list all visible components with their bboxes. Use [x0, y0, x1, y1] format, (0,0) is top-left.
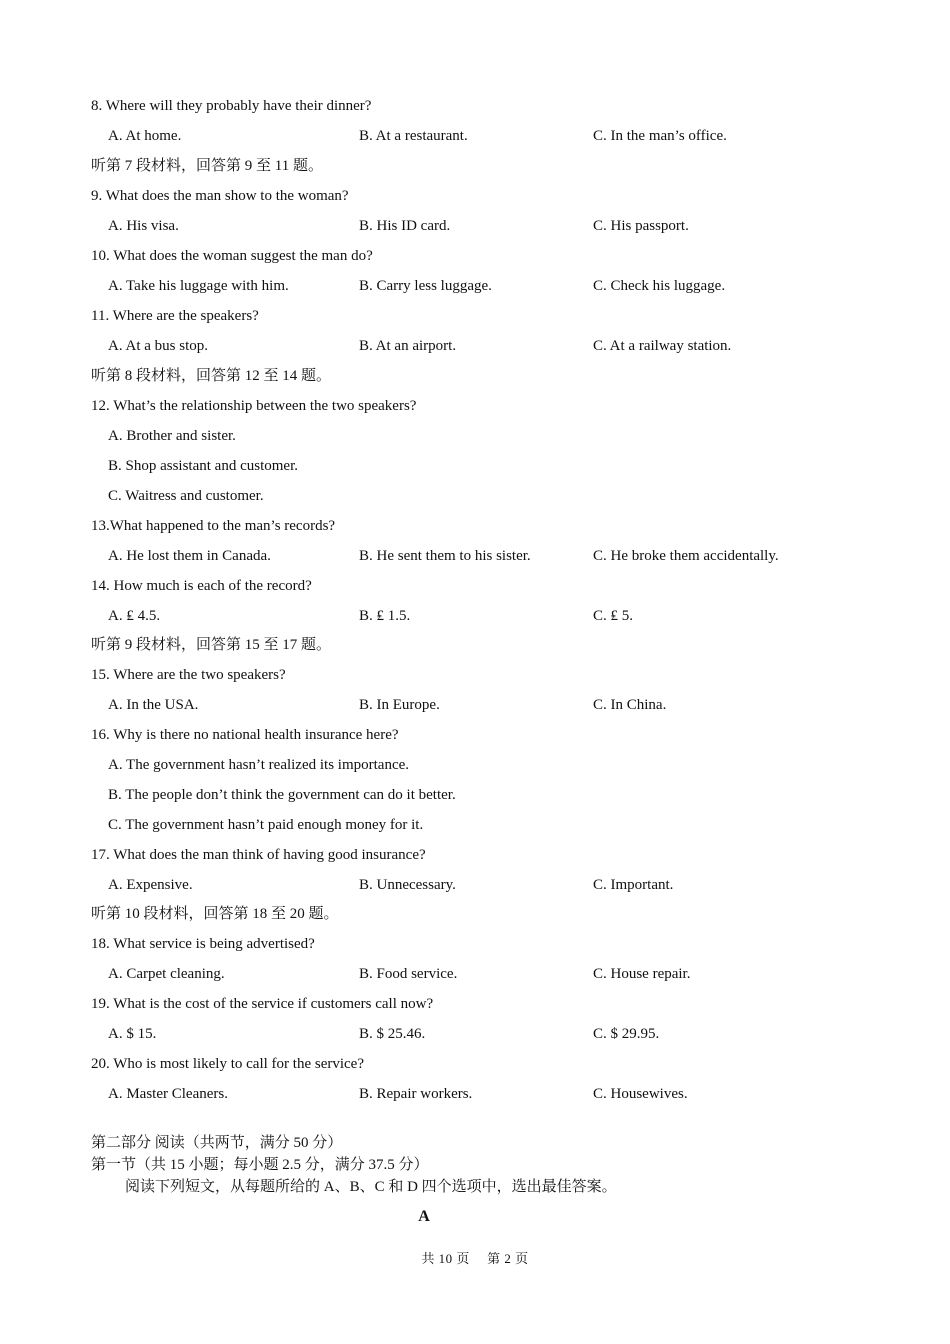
question-16-option-c: C. The government hasn’t paid enough money for it. [108, 817, 424, 833]
question-19-option-c: C. $ 29.95. [593, 1026, 660, 1042]
question-15-option-a: A. In the USA. [108, 697, 199, 713]
question-10-option-c: C. Check his luggage. [593, 278, 726, 294]
section-2-title: 第二部分 阅读（共两节，满分 50 分） [91, 1135, 343, 1151]
instruction-passage-7: 听第 7 段材料，回答第 9 至 11 题。 [91, 158, 323, 174]
question-15-stem: 15. Where are the two speakers? [91, 667, 286, 683]
question-20-option-c: C. Housewives. [593, 1086, 688, 1102]
question-13-option-b: B. He sent them to his sister. [359, 548, 531, 564]
question-10-stem: 10. What does the woman suggest the man do? [91, 248, 373, 264]
question-13-option-a: A. He lost them in Canada. [108, 548, 271, 564]
question-10-option-a: A. Take his luggage with him. [108, 278, 289, 294]
question-19-stem: 19. What is the cost of the service if customers call now? [91, 996, 434, 1012]
question-11-option-a: A. At a bus stop. [108, 338, 209, 354]
question-20-option-a: A. Master Cleaners. [108, 1086, 228, 1102]
question-11-option-b: B. At an airport. [359, 338, 457, 354]
question-14-option-c: C. ₤ 5. [593, 608, 634, 624]
question-20-stem: 20. Who is most likely to call for the service? [91, 1056, 364, 1072]
question-18-option-a: A. Carpet cleaning. [108, 966, 225, 982]
instruction-passage-8: 听第 8 段材料，回答第 12 至 14 题。 [91, 368, 332, 384]
question-8-option-c: C. In the man’s office. [593, 128, 727, 144]
question-17-option-c: C. Important. [593, 877, 674, 893]
question-17-option-b: B. Unnecessary. [359, 877, 456, 893]
question-8-stem: 8. Where will they probably have their dinner? [91, 98, 372, 114]
question-20-option-b: B. Repair workers. [359, 1086, 473, 1102]
section-2-part-1-heading: 第一节（共 15 小题；每小题 2.5 分，满分 37.5 分） [91, 1157, 429, 1173]
question-15-option-b: B. In Europe. [359, 697, 440, 713]
question-15-option-c: C. In China. [593, 697, 667, 713]
question-12-option-b: B. Shop assistant and customer. [108, 458, 298, 474]
question-16-option-a: A. The government hasn’t realized its importance. [108, 757, 410, 773]
question-14-option-a: A. ₤ 4.5. [108, 608, 161, 624]
question-14-stem: 14. How much is each of the record? [91, 578, 312, 594]
question-9-option-a: A. His visa. [108, 218, 179, 234]
question-8-option-b: B. At a restaurant. [359, 128, 468, 144]
question-16-stem: 16. Why is there no national health insurance here? [91, 727, 399, 743]
question-8-option-a: A. At home. [108, 128, 182, 144]
question-17-option-a: A. Expensive. [108, 877, 193, 893]
question-12-option-a: A. Brother and sister. [108, 428, 236, 444]
passage-letter-heading: A [418, 1208, 430, 1225]
question-11-stem: 11. Where are the speakers? [91, 308, 259, 324]
question-9-option-c: C. His passport. [593, 218, 689, 234]
question-9-stem: 9. What does the man show to the woman? [91, 188, 349, 204]
question-18-option-b: B. Food service. [359, 966, 458, 982]
question-18-option-c: C. House repair. [593, 966, 691, 982]
question-13-stem: 13.What happened to the man’s records? [91, 518, 336, 534]
question-10-option-b: B. Carry less luggage. [359, 278, 492, 294]
question-14-option-b: B. ₤ 1.5. [359, 608, 411, 624]
question-19-option-b: B. $ 25.46. [359, 1026, 426, 1042]
question-18-stem: 18. What service is being advertised? [91, 936, 315, 952]
question-16-option-b: B. The people don’t think the government can do it better. [108, 787, 456, 803]
question-12-option-c: C. Waitress and customer. [108, 488, 264, 504]
question-12-stem: 12. What’s the relationship between the two speakers? [91, 398, 417, 414]
instruction-passage-9: 听第 9 段材料，回答第 15 至 17 题。 [91, 637, 332, 653]
page-footer: 共 10 页 第 2 页 [421, 1251, 529, 1266]
question-17-stem: 17. What does the man think of having good insurance? [91, 847, 426, 863]
question-19-option-a: A. $ 15. [108, 1026, 157, 1042]
question-9-option-b: B. His ID card. [359, 218, 451, 234]
section-2-instruction: 阅读下列短文，从每题所给的 A、B、C 和 D 四个选项中，选出最佳答案。 [125, 1179, 617, 1195]
question-11-option-c: C. At a railway station. [593, 338, 732, 354]
instruction-passage-10: 听第 10 段材料，回答第 18 至 20 题。 [91, 906, 339, 922]
question-13-option-c: C. He broke them accidentally. [593, 548, 779, 564]
